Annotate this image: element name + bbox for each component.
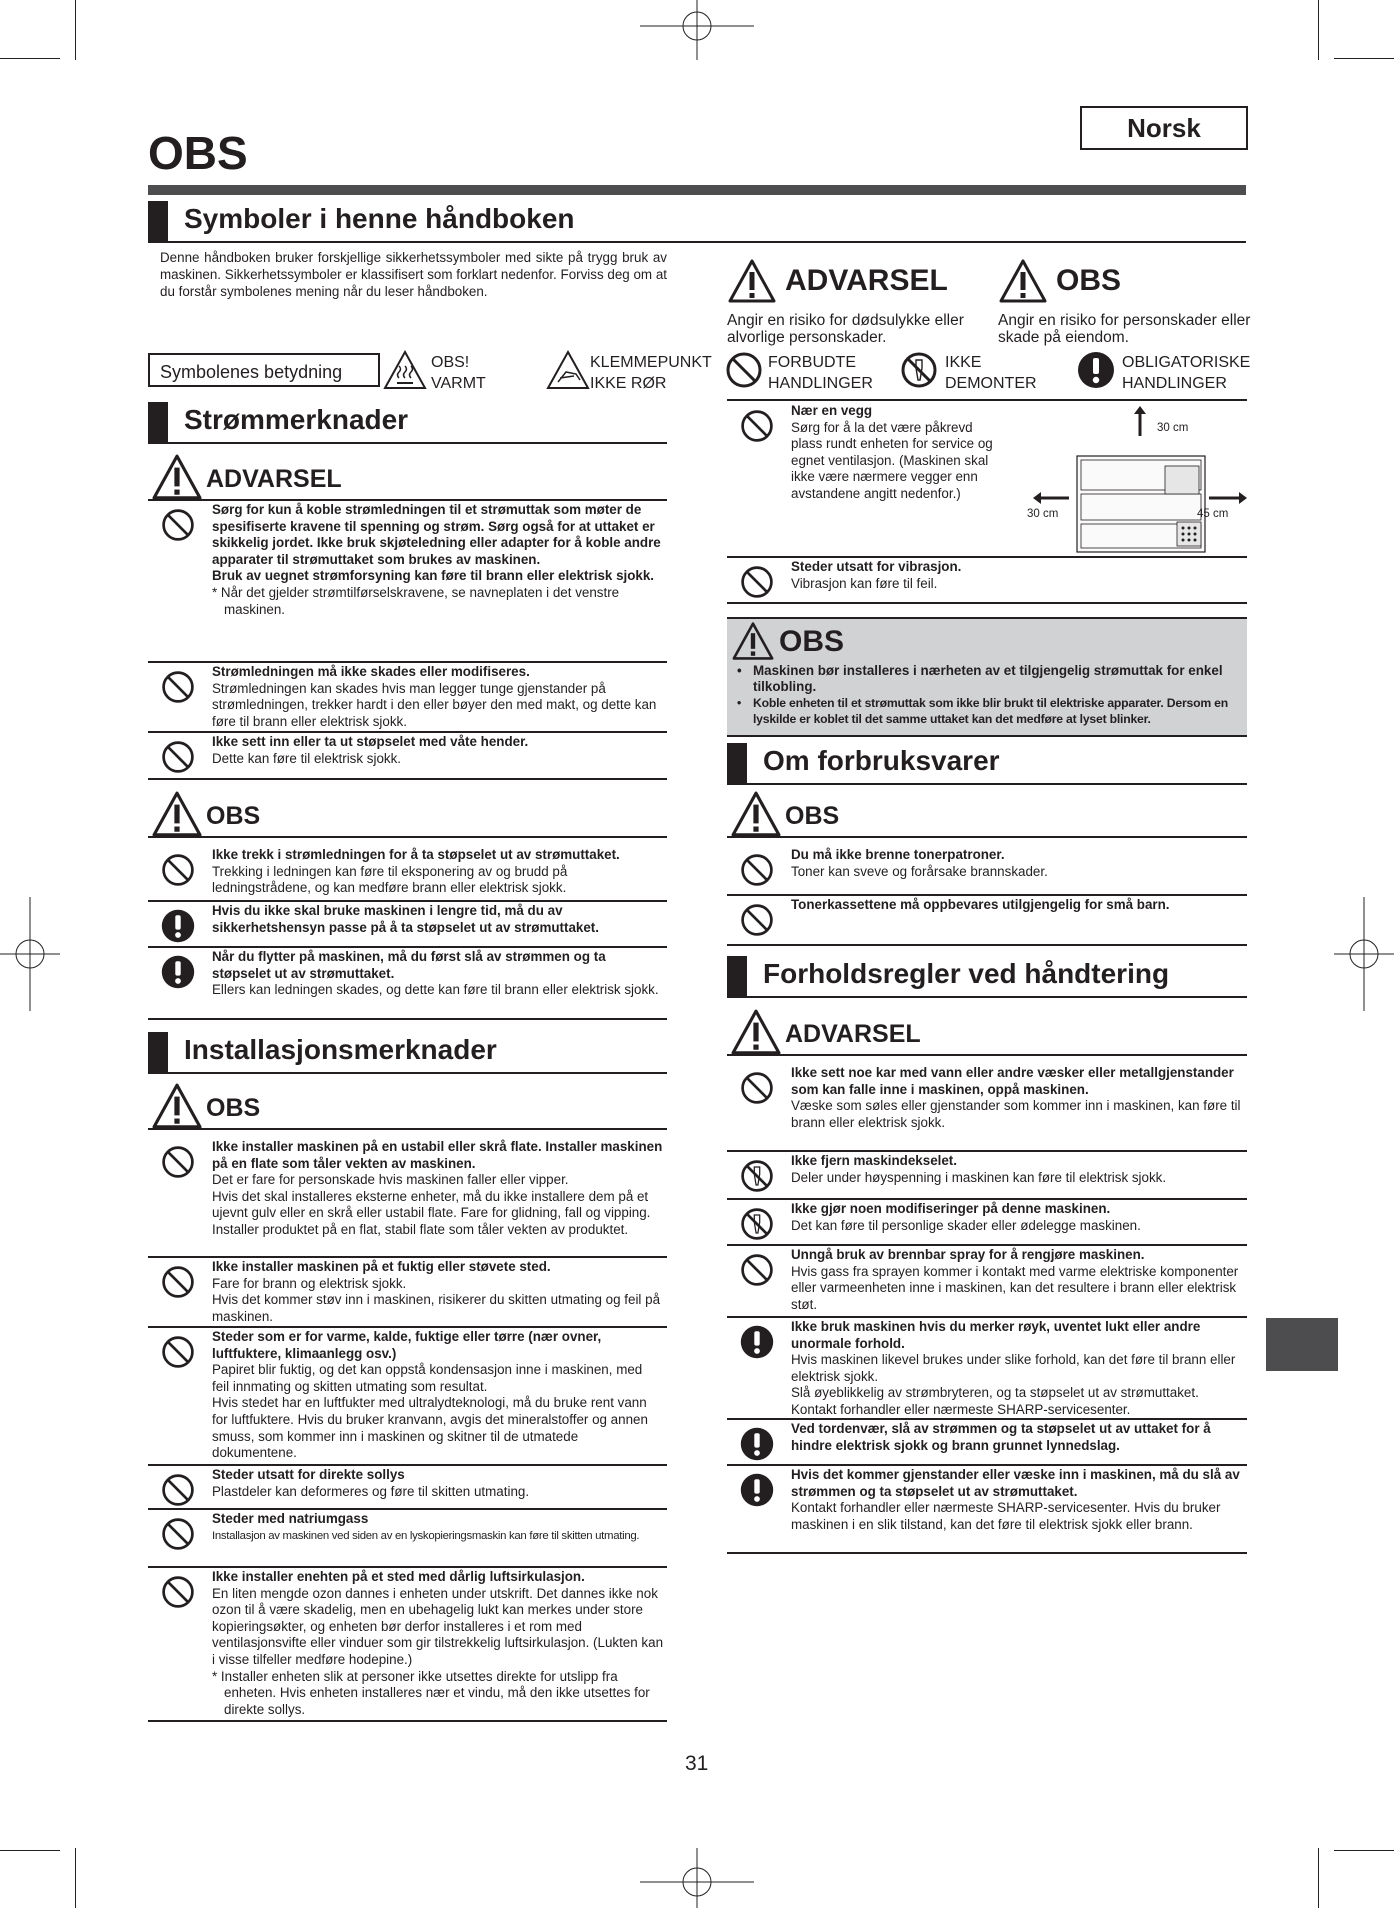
list-item: Ikke fjern maskindekselet. Deler under høyspenning i maskinen kan føre til elektrisk sjokk. xyxy=(727,1152,1247,1200)
crop-mark xyxy=(0,1850,60,1851)
prohibited-icon xyxy=(160,1472,196,1508)
machine-clearance-drawing xyxy=(997,406,1247,556)
list-item: Ikke bruk maskinen hvis du merker røyk, uventet lukt eller andre unormale forhold. Hvis maskinen likevel brukes under slike forhold, kan det føre til brann eller elektrisk sjokk. Slå øyeblikkelig av strømbryteren, og ta støpselet ut av strømuttaket. Kontakt forhandler eller nærmeste SHARP-servicesenter. xyxy=(727,1318,1247,1420)
prohibited-icon xyxy=(160,669,196,705)
list-item: Ved tordenvær, slå av strømmen og ta støpselet ut av uttaket for å hindre elektrisk sjokk og brann grunnet lynnedslag. xyxy=(727,1420,1247,1466)
subheader-obs: OBS xyxy=(148,788,667,838)
warning-triangle-icon xyxy=(150,790,204,838)
divider xyxy=(727,399,1247,401)
subheader-obs: OBS xyxy=(148,1080,667,1130)
page-number: 31 xyxy=(685,1752,709,1775)
registration-mark-top xyxy=(640,0,754,60)
legend-item-disassemble: IKKE DEMONTER xyxy=(945,354,1037,392)
clearance-diagram xyxy=(997,406,1247,556)
language-label: Norsk xyxy=(1080,106,1248,150)
prohibited-icon xyxy=(160,852,196,888)
prohibited-icon xyxy=(739,408,775,444)
list-item: Hvis du ikke skal bruke maskinen i lengre tid, må du av sikkerhetshensyn passe på å ta støpselet ut av strømuttaket. xyxy=(148,902,667,948)
clearance-left-label: 30 cm xyxy=(1027,508,1059,520)
crop-mark xyxy=(75,1848,76,1908)
mandatory-action-icon xyxy=(160,908,196,944)
section-header-symboler: Symboler i henne håndboken xyxy=(148,201,1246,243)
legend-item-hot: OBS! VARMT xyxy=(431,354,486,392)
crop-mark xyxy=(1334,1850,1394,1851)
subheader-advarsel: ADVARSEL xyxy=(727,1006,1247,1056)
obs-bullet: • Maskinen bør installeres i nærheten av et tilgjengelig strømuttak for enkel tilkobling. xyxy=(733,663,1239,695)
warning-triangle-icon xyxy=(727,258,777,304)
mandatory-action-icon xyxy=(739,1426,775,1462)
list-item: Steder som er for varme, kalde, fuktige eller tørre (nær ovner, luftfuktere, klimaanlegg osv.) Papiret blir fuktig, og det kan oppstå kondensasjon inne i maskinen, med feil innmating og skitten utmating som resultat. Hvis stedet har en luftfukter med ultralydteknologi, må du bruke rent vann for luftfuktere. Hvis du bruker kranvann, avgis det mineralstoffer og annen smuss, som kommer inn i maskinen og skitner til de utmatede dokumentene. xyxy=(148,1328,667,1466)
do-not-disassemble-icon xyxy=(739,1206,775,1242)
section-header-install: Installasjonsmerknader xyxy=(148,1032,667,1074)
prohibited-icon xyxy=(160,1264,196,1300)
legend-item-pinch: KLEMMEPUNKT IKKE RØR xyxy=(590,354,712,392)
warning-triangle-icon xyxy=(998,258,1048,304)
list-item: Steder med natriumgass Installasjon av maskinen ved siden av en lyskopieringsmaskin kan føre til skitten utmating. xyxy=(148,1510,667,1568)
list-item: Strømledningen må ikke skades eller modifiseres. Strømledningen kan skades hvis man legger tunge gjenstander på strømledningen, trekker hardt i den eller bøyer den med makt, og dette kan føre til brann eller elektrisk sjokk. xyxy=(148,663,667,733)
intro-text: Denne håndboken bruker forskjellige sikkerhetssymboler med sikte på trygg bruk av maskinen. Sikkerhetssymboler er klassifisert som forklart nedenfor. Forviss deg om at du forstår symbolenes mening når du leser håndboken. xyxy=(160,250,667,299)
registration-mark-bottom xyxy=(640,1848,754,1908)
prohibited-icon xyxy=(160,1334,196,1370)
registration-mark-left xyxy=(0,897,60,1011)
legend-item-prohibited: FORBUDTE HANDLINGER xyxy=(768,354,873,392)
mandatory-action-icon xyxy=(160,954,196,990)
list-item: Steder utsatt for vibrasjon. Vibrasjon kan føre til feil. xyxy=(727,558,1247,604)
prohibited-icon xyxy=(724,350,764,390)
warning-triangle-icon xyxy=(150,453,204,501)
list-item: Sørg for kun å koble strømledningen til et strømuttak som møter de spesifiserte kravene til spenning og strøm. Sørg også for at uttaket er skikkelig jordet. Ikke bruk skjøteledning eller adapter for å koble andre apparater til strømuttaket som brukes av maskinen. Bruk av uegnet strømforsyning kan føre til brann eller elektrisk sjokk. * Når det gjelder strømtilførselskravene, se navneplaten i det venstre maskinen. xyxy=(148,501,667,663)
list-item: Ikke installer maskinen på en ustabil eller skrå flate. Installer maskinen på en flate som tåler vekten av maskinen. Det er fare for personskade hvis maskinen faller eller vipper. Hvis det skal installeres eksterne enheter, må du ikke installere dem på et ujevnt gulv eller en skrå eller ustabil flate. Fare for glidning, fall og vipping. Installer produktet på en flat, stabil flate som tåler vekten av produktet. xyxy=(148,1138,667,1258)
do-not-disassemble-icon xyxy=(739,1158,775,1194)
clearance-right-label: 45 cm xyxy=(1197,508,1229,520)
list-item: Ikke installer enehten på et sted med dårlig luftsirkulasjon. En liten mengde ozon dannes i enheten under utskrift. Det dannes ikke nok ozon til å være skadelig, men en ubehagelig lukt kan merkes under store kopieringsøkter, og enheten bør derfor installeres i et rom med ventilasjonsvifte eller vinduer som gir tilstrekkelig luftsirkulasjon. (Lukten kan i visse tilfeller medføre hodepine.) * Installer enheten slik at personer ikke utsettes direkte for utslipp fra enheten. Hvis enheten installeres nær et vindu, må den ikke utsettes for direkte sollys. xyxy=(148,1568,667,1722)
mandatory-action-icon xyxy=(739,1324,775,1360)
crop-mark xyxy=(1334,58,1394,59)
warning-triangle-icon xyxy=(729,1008,783,1056)
list-item: Du må ikke brenne tonerpatroner. Toner kan sveve og forårsake brannskader. xyxy=(727,846,1247,896)
list-item: Steder utsatt for direkte sollys Plastdeler kan deformeres og føre til skitten utmating. xyxy=(148,1466,667,1510)
section-header-forhold: Forholdsregler ved håndtering xyxy=(727,956,1247,998)
pinch-point-icon xyxy=(546,350,590,390)
prohibited-icon xyxy=(160,739,196,775)
legend-title: Symbolenes betydning xyxy=(148,353,380,387)
hazard-obs: OBS Angir en risiko for personskader eller skade på eiendom. xyxy=(998,258,1248,338)
list-item: Ikke trekk i strømledningen for å ta støpselet ut av strømuttaket. Trekking i ledningen kan føre til eksponering av og brudd på ledningstrådene, og kan medføre brann eller elektrisk sjokk. xyxy=(148,846,667,902)
registration-mark-right xyxy=(1334,897,1394,1011)
list-item: Hvis det kommer gjenstander eller væske inn i maskinen, må du slå av strømmen og ta støpselet ut av strømuttaket. Kontakt forhandler eller nærmeste SHARP-servicesenter. Hvis du bruker maskinen i en slik tilstand, kan det føre til elektrisk sjokk eller brann. xyxy=(727,1466,1247,1554)
crop-mark xyxy=(75,0,76,60)
warning-triangle-icon xyxy=(729,790,783,838)
mandatory-action-icon xyxy=(739,1472,775,1508)
list-item: Ikke sett inn eller ta ut støpselet med våte hender. Dette kan føre til elektrisk sjokk. xyxy=(148,733,667,780)
section-header-strom: Strømmerknader xyxy=(148,402,667,444)
list-item: Når du flytter på maskinen, må du først slå av strømmen og ta støpselet ut av strømuttaket. Ellers kan ledningen skades, og dette kan føre til brann eller elektrisk sjokk. xyxy=(148,948,667,1020)
hazard-advarsel: ADVARSEL Angir en risiko for dødsulykke eller alvorlige personskader. xyxy=(727,258,997,338)
crop-mark xyxy=(1318,1848,1319,1908)
legend-item-mandatory: OBLIGATORISKE HANDLINGER xyxy=(1122,354,1251,392)
chapter-tab xyxy=(1266,1318,1338,1371)
prohibited-icon xyxy=(739,1070,775,1106)
prohibited-icon xyxy=(739,564,775,600)
page-title: OBS xyxy=(148,127,248,179)
mandatory-action-icon xyxy=(1076,350,1116,390)
prohibited-icon xyxy=(739,852,775,888)
warning-triangle-icon xyxy=(731,621,775,661)
subheader-advarsel: ADVARSEL xyxy=(148,451,667,501)
prohibited-icon xyxy=(160,507,196,543)
clearance-top-label: 30 cm xyxy=(1157,422,1189,434)
warning-triangle-icon xyxy=(150,1082,204,1130)
prohibited-icon xyxy=(739,902,775,938)
section-header-forbruk: Om forbruksvarer xyxy=(727,743,1247,785)
crop-mark xyxy=(0,58,60,59)
prohibited-icon xyxy=(160,1144,196,1180)
list-item: Ikke gjør noen modifiseringer på denne maskinen. Det kan føre til personlige skader eller ødelegge maskinen. xyxy=(727,1200,1247,1246)
prohibited-icon xyxy=(160,1516,196,1552)
crop-mark xyxy=(1318,0,1319,60)
list-item: Nær en vegg Sørg for å la det være påkrevd plass rundt enheten for service og egnet ventilasjon. (Maskinen skal ikke være nærmere vegger enn avstandene angitt nedenfor.) 30 cm 30 cm 45 cm xyxy=(727,402,1247,558)
obs-bullet: • Koble enheten til et strømuttak som ikke blir brukt til elektriske apparater. Dersom en lyskilde er koblet til det samme uttaket kan det medføre at lyset blinker. xyxy=(733,695,1239,727)
do-not-disassemble-icon xyxy=(899,350,939,390)
list-item: Tonerkassettene må oppbevares utilgjengelig for små barn. xyxy=(727,896,1247,946)
prohibited-icon xyxy=(160,1574,196,1610)
title-rule xyxy=(148,185,1246,195)
obs-notice-box: OBS • Maskinen bør installeres i nærheten av et tilgjengelig strømuttak for enkel tilkobling. • Koble enheten til et strømuttak som ikke blir brukt til elektriske apparater. Dersom en lyskilde er koblet til det samme uttaket kan det medføre at lyset blinker. xyxy=(727,617,1247,737)
subheader-obs: OBS xyxy=(727,788,1247,838)
list-item: Ikke sett noe kar med vann eller andre væsker eller metallgjenstander som kan falle inne i maskinen, oppå maskinen. Væske som søles eller gjenstander som kommer inn i maskinen, kan føre til brann eller elektrisk sjokk. xyxy=(727,1064,1247,1152)
hot-surface-icon xyxy=(383,350,427,390)
prohibited-icon xyxy=(739,1252,775,1288)
list-item: Unngå bruk av brennbar spray for å rengjøre maskinen. Hvis gass fra sprayen kommer i kontakt med varme elektriske komponenter eller varmeenheten inne i maskinen, kan det resultere i brann eller elektrisk støt. xyxy=(727,1246,1247,1318)
list-item: Ikke installer maskinen på et fuktig eller støvete sted. Fare for brann og elektrisk sjokk. Hvis det kommer støv inn i maskinen, risikerer du skitten utmating og feil på maskinen. xyxy=(148,1258,667,1328)
